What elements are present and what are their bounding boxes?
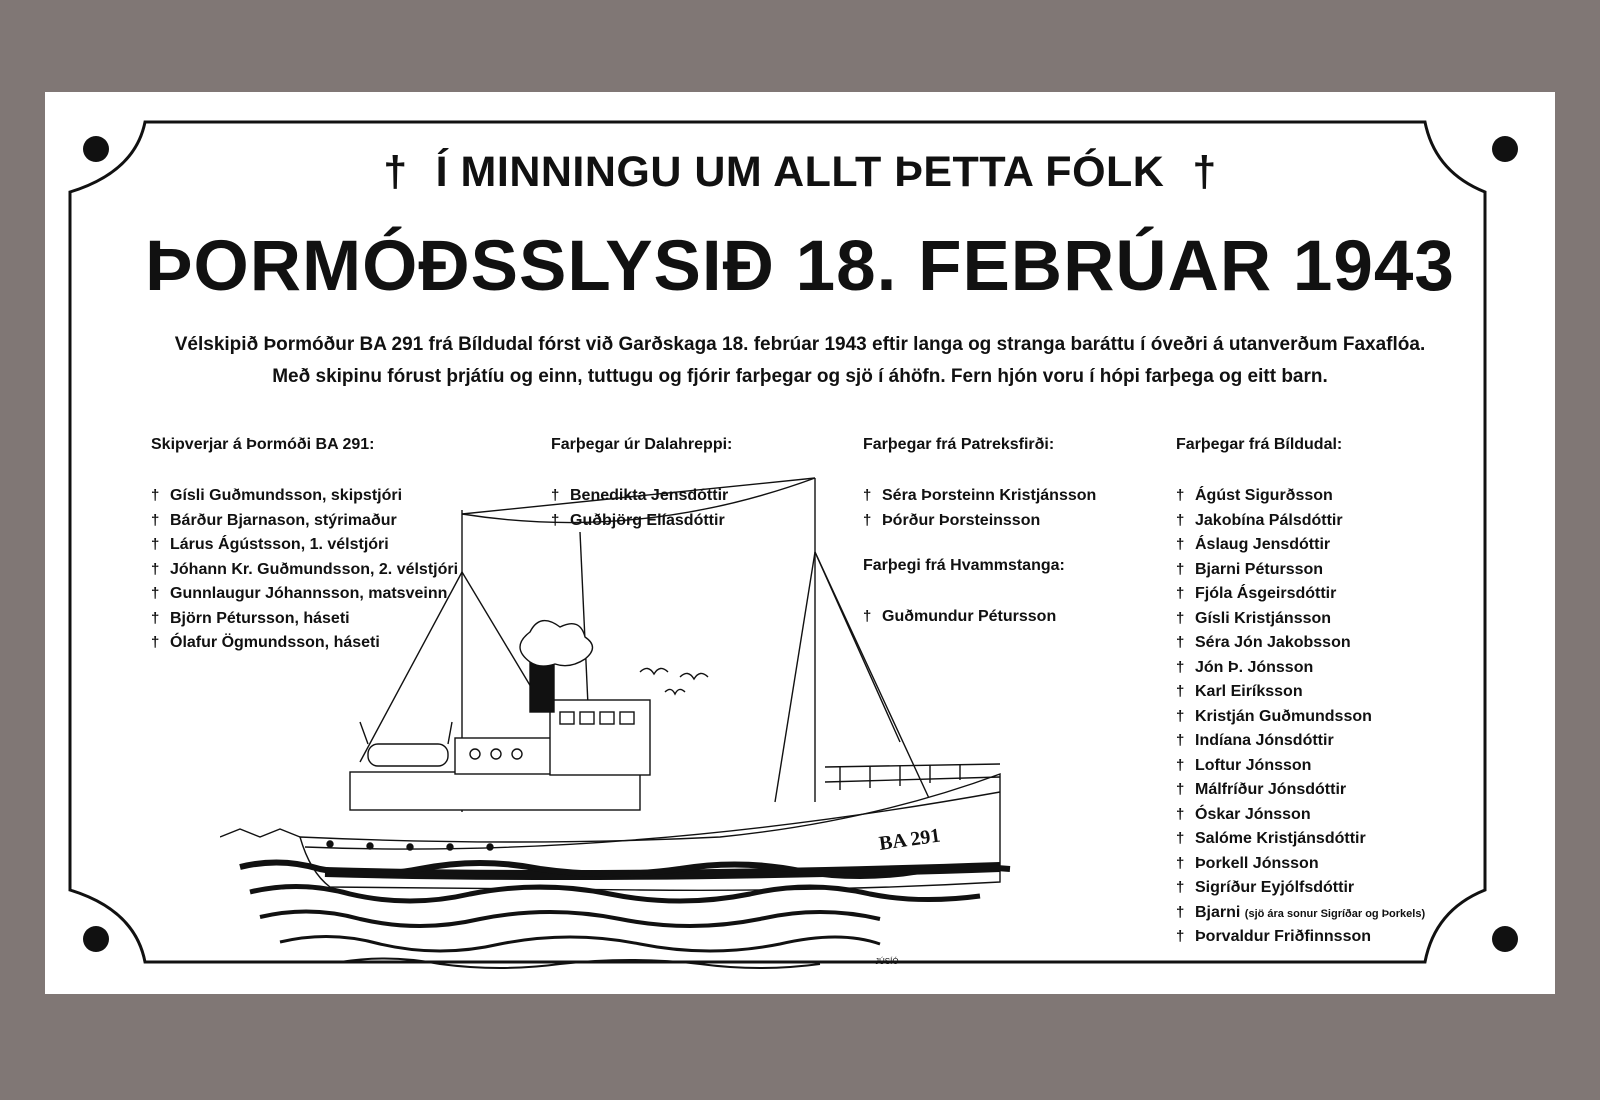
memorial-plaque — [45, 92, 1555, 994]
dalahreppur-column — [551, 436, 732, 533]
cross-icon: † — [551, 511, 560, 529]
list-item — [551, 509, 732, 534]
cross-icon: † — [151, 560, 160, 578]
dalahreppur-title: Farþegar úr Dalahreppi: — [551, 436, 733, 453]
passenger-name: Benedikta Jensdóttir — [570, 487, 729, 504]
list-item — [1176, 729, 1425, 754]
list-item — [1176, 705, 1425, 730]
cross-icon: † — [383, 148, 408, 196]
passenger-name: Fjóla Ásgeirsdóttir — [1195, 585, 1337, 602]
patreksfjordur-title: Farþegar frá Patreksfirði: — [863, 436, 1055, 453]
list-item — [1176, 656, 1425, 681]
cross-icon: † — [1176, 781, 1185, 798]
passenger-name: Þórður Þorsteinsson — [882, 511, 1041, 529]
cross-icon: † — [1176, 732, 1185, 749]
passenger-name: Guðbjörg Elíasdóttir — [570, 511, 725, 529]
cross-icon: † — [1176, 707, 1185, 725]
intro-line-2: Með skipinu fórust þrjátíu og einn, tuttugu og fjórir farþegar og sjö í áhöfn. Fern hjón voru í hópi farþega og eitt barn. — [272, 366, 1328, 387]
cross-icon: † — [151, 585, 160, 602]
passenger-name: Jón Þ. Jónsson — [1195, 658, 1314, 676]
passenger-name: Málfríður Jónsdóttir — [1195, 781, 1347, 798]
cross-icon: † — [1176, 928, 1185, 945]
ship-registration: BA 291 — [877, 824, 942, 855]
list-item — [1176, 925, 1425, 950]
crew-title: Skipverjar á Þormóði BA 291: — [151, 436, 375, 453]
list-item — [1176, 803, 1425, 828]
passenger-name: Áslaug Jensdóttir — [1195, 536, 1331, 553]
cross-icon: † — [1176, 634, 1185, 651]
cross-icon: † — [1176, 903, 1185, 921]
child-note: (sjö ára sonur Sigríðar og Þorkels) — [1244, 907, 1426, 920]
list-item — [1176, 582, 1425, 607]
cross-icon: † — [1176, 511, 1185, 529]
cross-icon: † — [551, 487, 560, 504]
list-item — [551, 484, 732, 509]
passenger-name: Salóme Kristjánsdóttir — [1195, 830, 1366, 847]
page-title: ÞORMÓÐSSLYSIÐ 18. FEBRÚAR 1943 — [145, 227, 1455, 306]
crew-name: Björn Pétursson, háseti — [170, 609, 350, 627]
list-item — [1176, 558, 1425, 583]
passenger-name: Óskar Jónsson — [1195, 805, 1311, 823]
cross-icon: † — [1176, 585, 1185, 602]
list-item — [1176, 680, 1425, 705]
cross-icon: † — [1176, 756, 1185, 774]
bildudalur-title: Farþegar frá Bíldudal: — [1176, 436, 1343, 453]
list-item — [1176, 607, 1425, 632]
crew-name: Bárður Bjarnason, stýrimaður — [170, 511, 397, 529]
passenger-name: Kristján Guðmundsson — [1195, 707, 1372, 725]
cross-icon: † — [1176, 879, 1185, 896]
cross-icon: † — [1176, 609, 1185, 627]
cross-icon: † — [151, 609, 160, 627]
list-item — [863, 509, 1096, 534]
rivet-bottom-left — [83, 926, 109, 952]
list-item — [1176, 754, 1425, 779]
cross-icon: † — [1192, 148, 1217, 196]
cross-icon: † — [1176, 683, 1185, 700]
list-item — [1176, 778, 1425, 803]
cross-icon: † — [151, 487, 160, 504]
passenger-name: Séra Þorsteinn Kristjánsson — [882, 487, 1097, 504]
rivet-bottom-right — [1492, 926, 1518, 952]
cross-icon: † — [1176, 560, 1185, 578]
passenger-name: Gísli Kristjánsson — [1195, 609, 1332, 627]
passenger-name: Karl Eiríksson — [1195, 683, 1303, 700]
cross-icon: † — [151, 536, 160, 553]
hvammstangi-title: Farþegi frá Hvammstanga: — [863, 557, 1065, 574]
list-item — [863, 484, 1096, 509]
passenger-name: Bjarni Pétursson — [1195, 560, 1324, 578]
list-item — [151, 533, 458, 558]
list-item — [1176, 533, 1425, 558]
list-item — [151, 558, 458, 583]
passenger-name: Þorvaldur Friðfinnsson — [1195, 928, 1372, 945]
list-item — [1176, 509, 1425, 534]
cross-icon: † — [1176, 854, 1185, 872]
passenger-name: Jakobína Pálsdóttir — [1195, 511, 1343, 529]
list-item — [1176, 631, 1425, 656]
cross-icon: † — [863, 608, 872, 625]
passenger-name: Indíana Jónsdóttir — [1195, 732, 1334, 749]
list-item — [1176, 484, 1425, 509]
passenger-name: Guðmundur Pétursson — [882, 608, 1057, 625]
list-item — [151, 484, 458, 509]
crew-column — [151, 436, 458, 656]
cross-icon: † — [151, 634, 160, 651]
cross-icon: † — [1176, 658, 1185, 676]
cross-icon: † — [1176, 536, 1185, 553]
list-item — [151, 582, 458, 607]
list-item — [151, 607, 458, 632]
cross-icon: † — [1176, 487, 1185, 504]
cross-icon: † — [863, 511, 872, 529]
hvammstangi-group — [863, 557, 1096, 630]
cross-icon: † — [1176, 805, 1185, 823]
memorial-heading — [45, 148, 1555, 197]
list-item — [1176, 901, 1425, 926]
list-item — [1176, 852, 1425, 877]
passenger-name: Þorkell Jónsson — [1195, 854, 1319, 872]
passenger-name: Séra Jón Jakobsson — [1195, 634, 1351, 651]
list-item — [863, 605, 1096, 630]
passenger-name: Loftur Jónsson — [1195, 756, 1312, 774]
crew-name: Gunnlaugur Jóhannsson, matsveinn — [170, 585, 448, 602]
passenger-name: Ágúst Sigurðsson — [1195, 487, 1333, 504]
patreksfjordur-column — [863, 436, 1096, 630]
passenger-name: Bjarni — [1195, 903, 1241, 921]
crew-name: Gísli Guðmundsson, skipstjóri — [170, 487, 403, 504]
artist-signature: JÚSÍÓ — [875, 957, 899, 966]
list-item — [1176, 876, 1425, 901]
crew-name: Lárus Ágústsson, 1. vélstjóri — [170, 536, 389, 553]
crew-name: Ólafur Ögmundsson, háseti — [170, 634, 380, 651]
cross-icon: † — [1176, 830, 1185, 847]
list-item — [1176, 827, 1425, 852]
crew-name: Jóhann Kr. Guðmundsson, 2. vélstjóri — [170, 560, 459, 578]
passenger-name: Sigríður Eyjólfsdóttir — [1195, 879, 1355, 896]
intro-line-1: Vélskipið Þormóður BA 291 frá Bíldudal fórst við Garðskaga 18. febrúar 1943 eftir langa og stranga baráttu í óveðri á utanverðum Faxaflóa. — [174, 334, 1426, 355]
list-item — [151, 631, 458, 656]
list-item — [151, 509, 458, 534]
memorial-heading-text: Í MINNINGU UM ALLT ÞETTA FÓLK — [435, 148, 1165, 196]
cross-icon: † — [151, 511, 160, 529]
cross-icon: † — [863, 487, 872, 504]
bildudalur-column — [1176, 436, 1425, 950]
